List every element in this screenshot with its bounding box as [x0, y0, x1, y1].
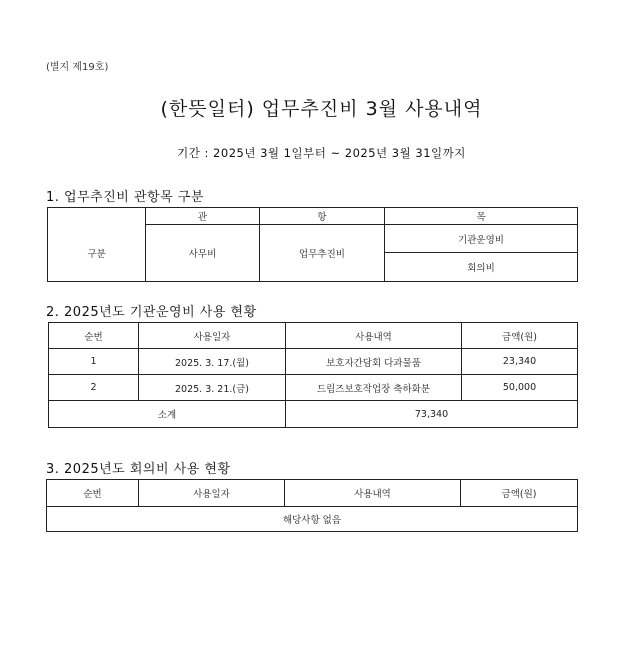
category-corner-cell — [48, 208, 146, 225]
header-desc: 사용내역 — [286, 323, 462, 349]
row-desc: 보호자간담회 다과물품 — [286, 349, 462, 375]
operating-expense-table — [48, 322, 578, 428]
row-amount: 50,000 — [462, 375, 578, 401]
category-header-row — [48, 208, 578, 225]
meeting-expense-table — [46, 479, 578, 532]
header-gwan: 관 — [146, 208, 260, 225]
table-row — [49, 349, 578, 375]
expense-header-row — [49, 323, 578, 349]
header-no: 순번 — [47, 480, 139, 507]
section1-heading: 1. 업무추진비 관항목 구분 — [46, 190, 204, 205]
row-label-gubun: 구분 — [48, 225, 146, 282]
subtotal-value: 73,340 — [286, 401, 578, 428]
header-no: 순번 — [49, 323, 139, 349]
empty-row — [47, 507, 578, 532]
header-desc: 사용내역 — [285, 480, 461, 507]
mok-value-1: 기관운영비 — [385, 225, 578, 253]
subtotal-row — [49, 401, 578, 428]
row-date: 2025. 3. 21.(금) — [139, 375, 286, 401]
row-amount: 23,340 — [462, 349, 578, 375]
row-desc: 드림즈보호작업장 축하화분 — [286, 375, 462, 401]
table-row — [49, 375, 578, 401]
section2-heading: 2. 2025년도 기관운영비 사용 현황 — [46, 305, 257, 320]
subtotal-label: 소계 — [49, 401, 286, 428]
header-date: 사용일자 — [139, 480, 285, 507]
row-date: 2025. 3. 17.(월) — [139, 349, 286, 375]
category-row-1 — [48, 225, 578, 253]
row-no: 2 — [49, 375, 139, 401]
period-text: 기간 : 2025년 3월 1일부터 ~ 2025년 3월 31일까지 — [177, 146, 466, 160]
header-hang: 항 — [260, 208, 385, 225]
section3-heading: 3. 2025년도 회의비 사용 현황 — [46, 462, 231, 477]
no-entries-text: 해당사항 없음 — [47, 507, 578, 532]
gwan-value: 사무비 — [146, 225, 260, 282]
meeting-header-row — [47, 480, 578, 507]
row-no: 1 — [49, 349, 139, 375]
header-mok: 목 — [385, 208, 578, 225]
category-table — [47, 207, 578, 282]
mok-value-2: 회의비 — [385, 253, 578, 282]
document-title: (한뜻일터) 업무추진비 3월 사용내역 — [160, 98, 483, 120]
header-date: 사용일자 — [139, 323, 286, 349]
header-amount: 금액(원) — [462, 323, 578, 349]
header-amount: 금액(원) — [461, 480, 578, 507]
form-number: (별지 제19호) — [46, 62, 109, 73]
hang-value: 업무추진비 — [260, 225, 385, 282]
